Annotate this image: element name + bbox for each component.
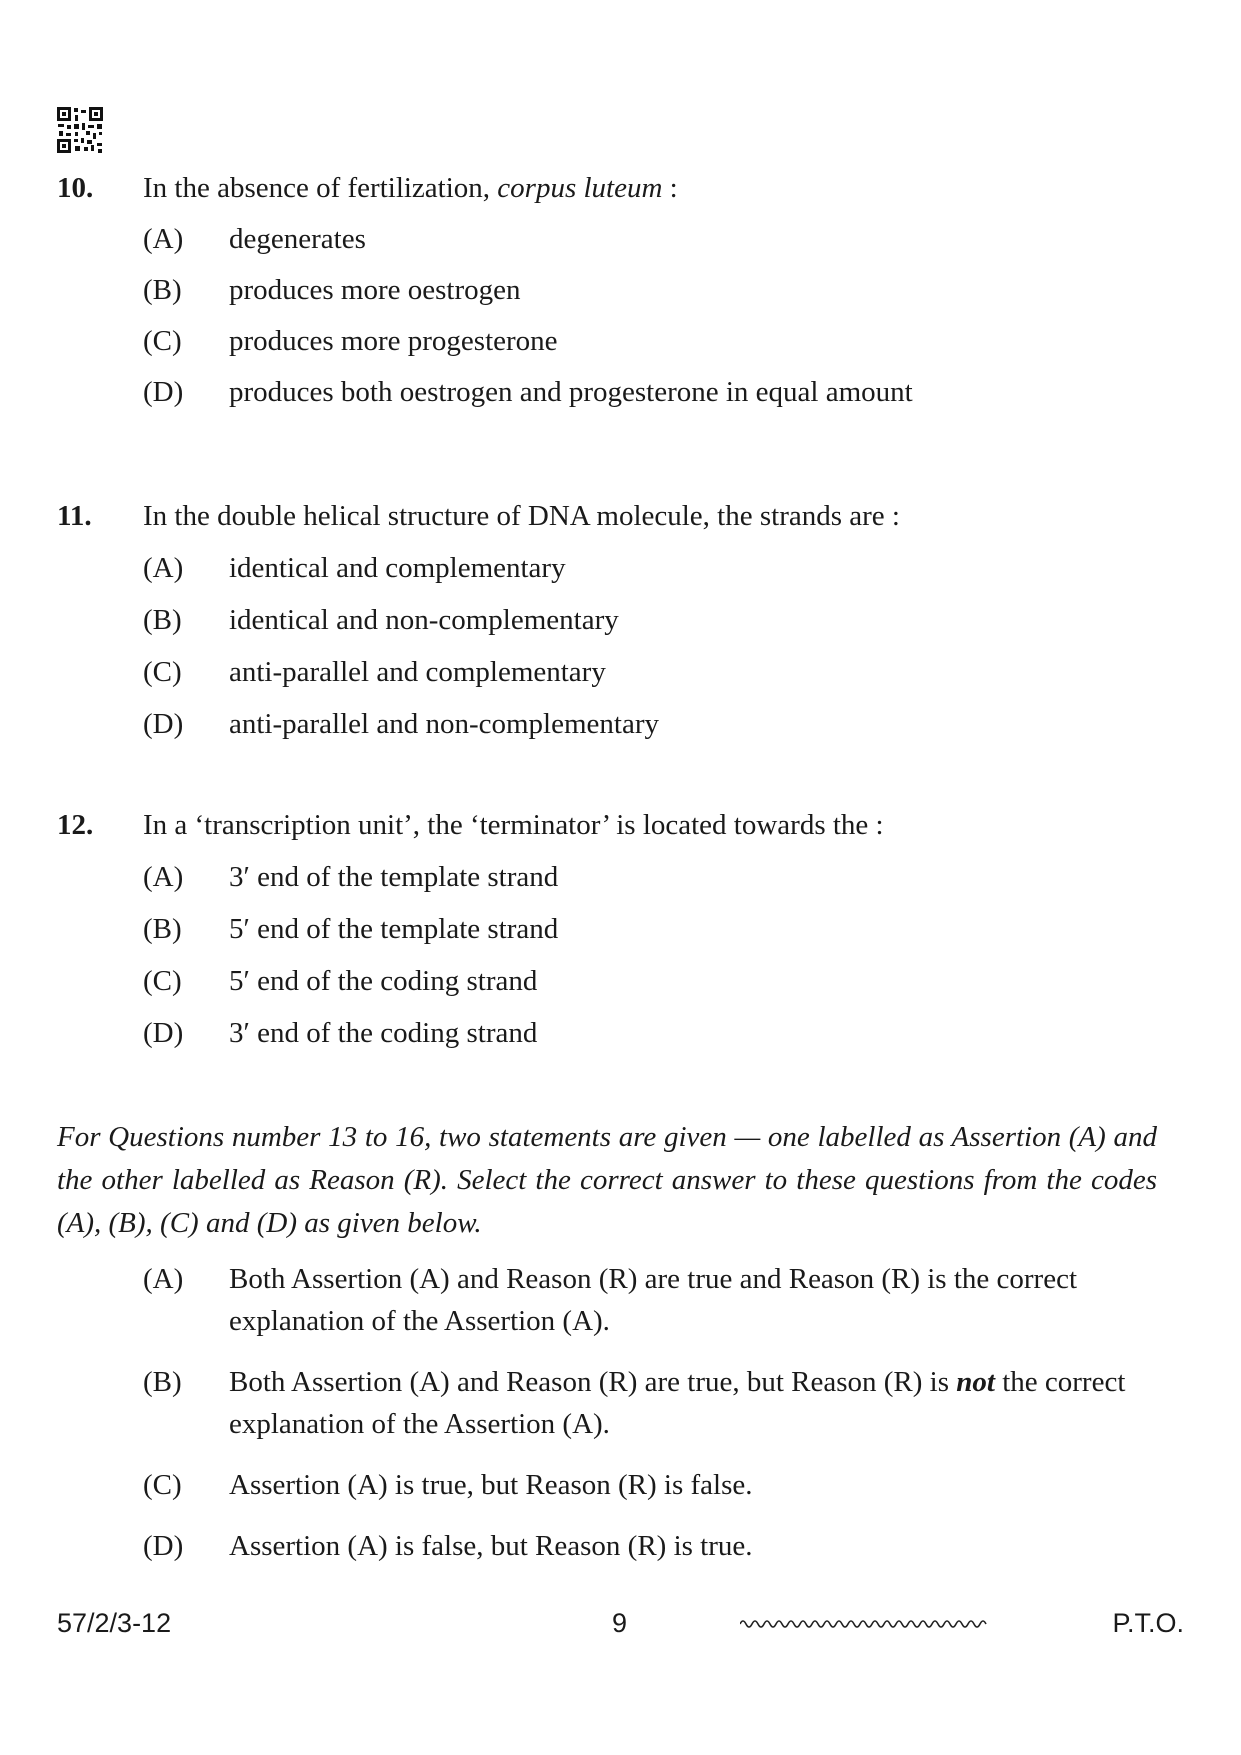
option-d: (D) 3′ end of the coding strand [143,1017,538,1049]
option-a: (A) 3′ end of the template strand [143,861,559,893]
code-a: (A) Both Assertion (A) and Reason (R) are true and Reason (R) is the correct explanation of the Assertion (A). [143,1263,1078,1337]
code-d: (D) Assertion (A) is false, but Reason (R) is true. [143,1530,753,1562]
option-b: (B) identical and non-complementary [143,604,619,636]
question-prompt: In a ‘transcription unit’, the ‘terminator’ is located towards the : [143,809,884,841]
option-d: (D) produces both oestrogen and progesterone in equal amount [143,376,913,408]
question-prompt: In the double helical structure of DNA molecule, the strands are : [143,500,900,532]
wavy-line-decoration [740,1616,990,1632]
page-number: 9 [612,1608,628,1638]
paper-code: 57/2/3-12 [57,1608,172,1638]
question-12 [57,807,1167,1051]
qr-code-icon [57,107,103,153]
question-number: 10. [57,172,94,204]
question-number: 11. [57,500,92,532]
question-10 [57,170,1167,410]
option-a: (A) degenerates [143,223,366,255]
assertion-reason-instructions: For Questions number 13 to 16, two statements are given — one labelled as Assertion (A) and the other labelled as Reason (R). Select the correct answer to these questions from the codes (A), (B), (C) and (D) as given below. [57,1121,1157,1239]
option-d: (D) anti-parallel and non-complementary [143,708,659,740]
option-b: (B) produces more oestrogen [143,274,521,306]
option-a: (A) identical and complementary [143,552,566,584]
option-c: (C) anti-parallel and complementary [143,656,606,688]
question-11 [57,498,1167,742]
option-c: (C) 5′ end of the coding strand [143,965,538,997]
page-footer [0,1608,1241,1648]
code-c: (C) Assertion (A) is true, but Reason (R) is false. [143,1469,753,1501]
question-number: 12. [57,809,94,841]
option-c: (C) produces more progesterone [143,325,558,357]
option-b: (B) 5′ end of the template strand [143,913,559,945]
please-turn-over: P.T.O. [1112,1608,1184,1638]
assertion-reason-codes [57,1258,1167,1567]
question-prompt: In the absence of fertilization, corpus luteum : [143,172,678,204]
code-b: (B) Both Assertion (A) and Reason (R) are true, but Reason (R) is not the correct explanation of the Assertion (A). [143,1366,1126,1440]
